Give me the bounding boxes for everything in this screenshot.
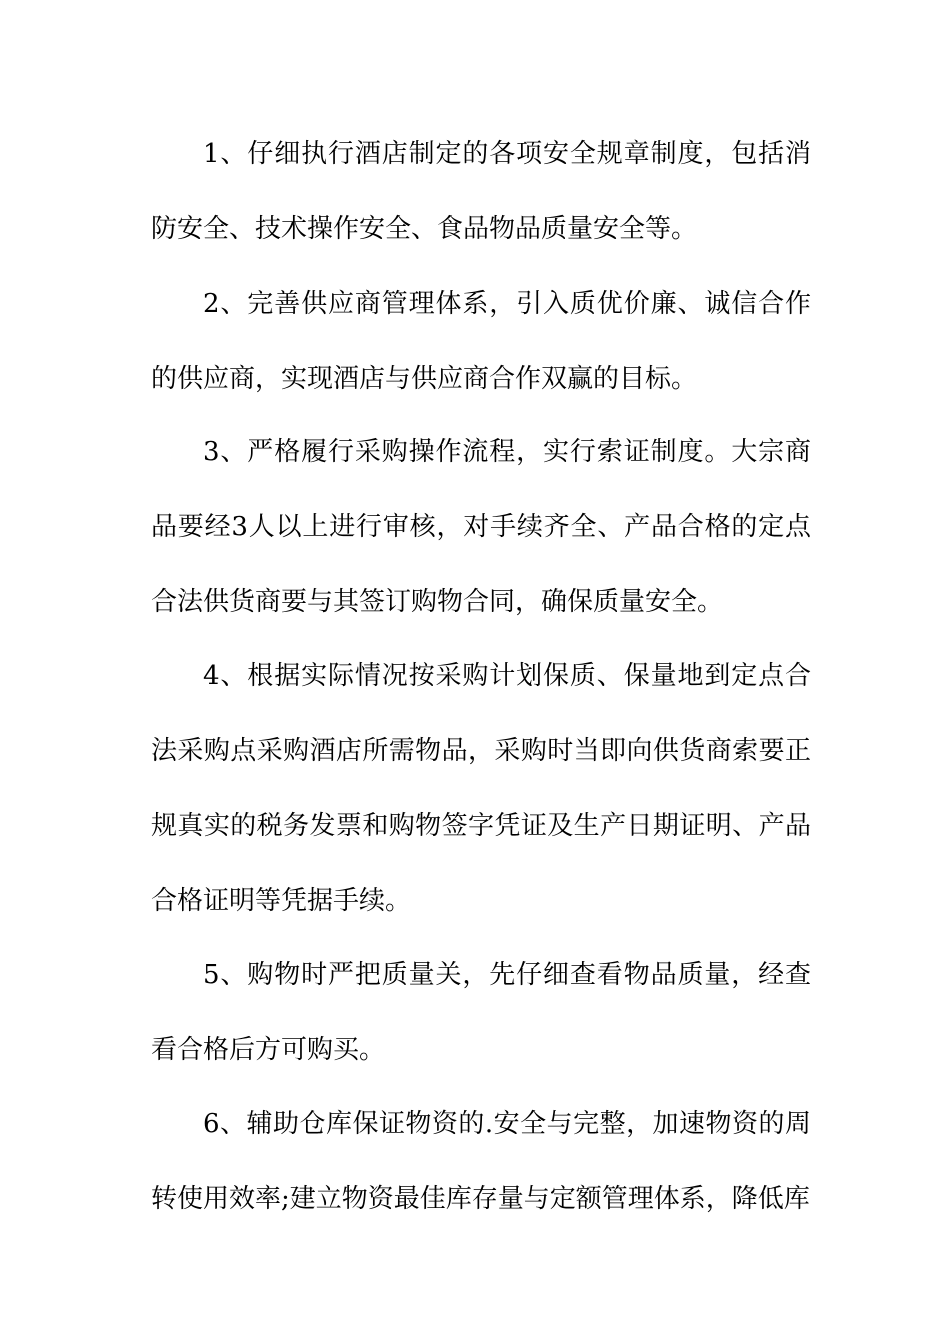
paragraph-5: 5、购物时严把质量关，先仔细查看物品质量，经查看合格后方可购买。 — [151, 960, 811, 1065]
paragraph-4: 4、根据实际情况按采购计划保质、保量地到定点合法采购点采购酒店所需物品，采购时当即向供货商索要正规真实的税务发票和购物签字凭证及生产日期证明、产品合格证明等凭据手续。 — [151, 661, 811, 916]
paragraph-2: 2、完善供应商管理体系，引入质优价廉、诚信合作的供应商，实现酒店与供应商合作双赢的目标。 — [151, 289, 811, 394]
paragraph-6: 6、辅助仓库保证物资的.安全与完整，加速物资的周转使用效率;建立物资最佳库存量与定额管理体系，降低库 — [151, 1109, 811, 1214]
paragraph-3: 3、严格履行采购操作流程，实行索证制度。大宗商品要经3人以上进行审核，对手续齐全、产品合格的定点合法供货商要与其签订购物合同，确保质量安全。 — [151, 437, 811, 617]
paragraph-1: 1、仔细执行酒店制定的各项安全规章制度，包括消防安全、技术操作安全、食品物品质量安全等。 — [151, 139, 811, 244]
